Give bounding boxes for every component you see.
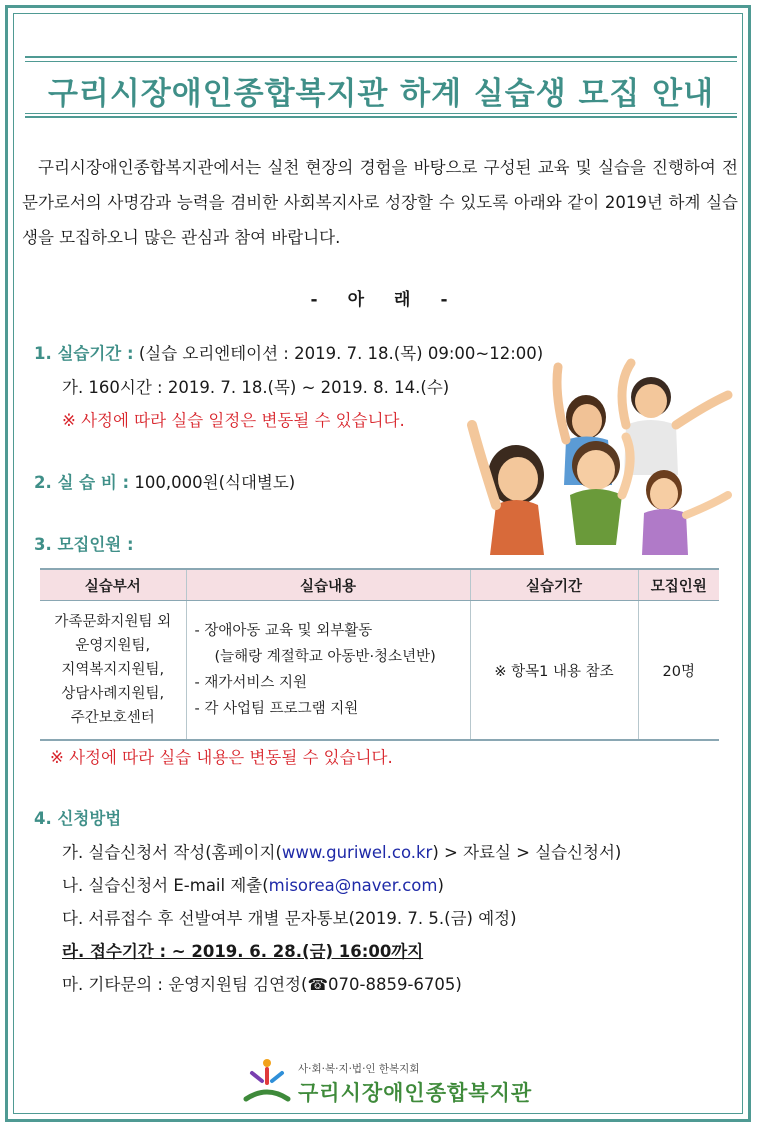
person-back-right [622, 363, 728, 475]
table-row [40, 601, 719, 741]
section-apply-label: 4. 신청방법 [34, 809, 122, 828]
organization-logo [240, 1055, 533, 1111]
apply-step-ga: 가. 실습신청서 작성(홈페이지(www.guriwel.co.kr) > 자료실 > 실습신청서) [62, 843, 622, 862]
title-bar [25, 56, 737, 118]
person-center [570, 437, 630, 545]
table-header-row [40, 569, 719, 601]
apply-step-da: 다. 서류접수 후 선발여부 개별 문자통보(2019. 7. 5.(금) 예정) [62, 909, 517, 928]
header-count: 모집인원 [638, 569, 719, 601]
section-apply [34, 805, 121, 829]
logo-name: 구리시장애인종합복지관 [298, 1081, 533, 1105]
fee-value: 100,000원(식대별도) [134, 473, 296, 492]
period-cell: ※ 항목1 내용 참조 [470, 601, 638, 741]
person-right [642, 470, 728, 555]
recruit-table [40, 568, 719, 741]
apply-step-na: 나. 실습신청서 E-mail 제출(misorea@naver.com) [62, 876, 444, 895]
people-cheering-illustration [466, 355, 738, 560]
phone-icon: ☎ [307, 975, 328, 994]
page-title: 구리시장애인종합복지관 하계 실습생 모집 안내 [47, 76, 715, 112]
orientation-text: (실습 오리엔테이션 : 2019. 7. 18.(목) 09:00~12:00) [138, 344, 544, 363]
recruit-note: ※ 사정에 따라 실습 내용은 변동될 수 있습니다. [50, 748, 393, 767]
content-cell: - 장애아동 교육 및 외부활동 (늘해랑 계절학교 아동반·청소년반) - 재가서비스 지원 - 각 사업팀 프로그램 지원 [186, 601, 470, 741]
intro-paragraph [22, 150, 738, 255]
section-recruit [34, 531, 134, 555]
header-period: 실습기간 [470, 569, 638, 601]
apply-contact: 마. 기타문의 : 운영지원팀 김연정(☎070-8859-6705) [62, 975, 462, 994]
email-link[interactable]: misorea@naver.com [268, 876, 438, 895]
header-content: 실습내용 [186, 569, 470, 601]
intro-text: 구리시장애인종합복지관에서는 실천 현장의 경험을 바탕으로 구성된 교육 및 실습을 진행하여 전문가로서의 사명감과 능력을 겸비한 사회복지사로 성장할 수 있도록 아래와 같이 2019년 하계 실습생을 모집하오니 많은 관심과 참여 바랍니다. [22, 158, 738, 247]
logo-mark-icon [240, 1055, 294, 1109]
section-period-label: 1. 실습기간 : [34, 344, 134, 363]
apply-deadline: 라. 접수기간 : ~ 2019. 6. 28.(금) 16:00까지 [62, 942, 424, 961]
section-recruit-label: 3. 모집인원 : [34, 535, 134, 554]
header-dept: 실습부서 [40, 569, 186, 601]
period-hours: 가. 160시간 : 2019. 7. 18.(목) ~ 2019. 8. 14.(수) [62, 378, 450, 397]
section-fee-label: 2. 실 습 비 : [34, 473, 130, 492]
section-fee [34, 469, 295, 493]
arae-heading: - 아 래 - [310, 290, 450, 310]
dept-cell: 가족문화지원팀 외 운영지원팀, 지역복지지원팀, 상담사례지원팀, 주간보호센터 [40, 601, 186, 741]
logo-small-text: 사·회·복·지·법·인 한복지회 [298, 1063, 420, 1075]
homepage-link[interactable]: www.guriwel.co.kr [281, 843, 433, 862]
count-cell: 20명 [638, 601, 719, 741]
person-left [472, 425, 544, 555]
period-note: ※ 사정에 따라 실습 일정은 변동될 수 있습니다. [62, 411, 405, 430]
